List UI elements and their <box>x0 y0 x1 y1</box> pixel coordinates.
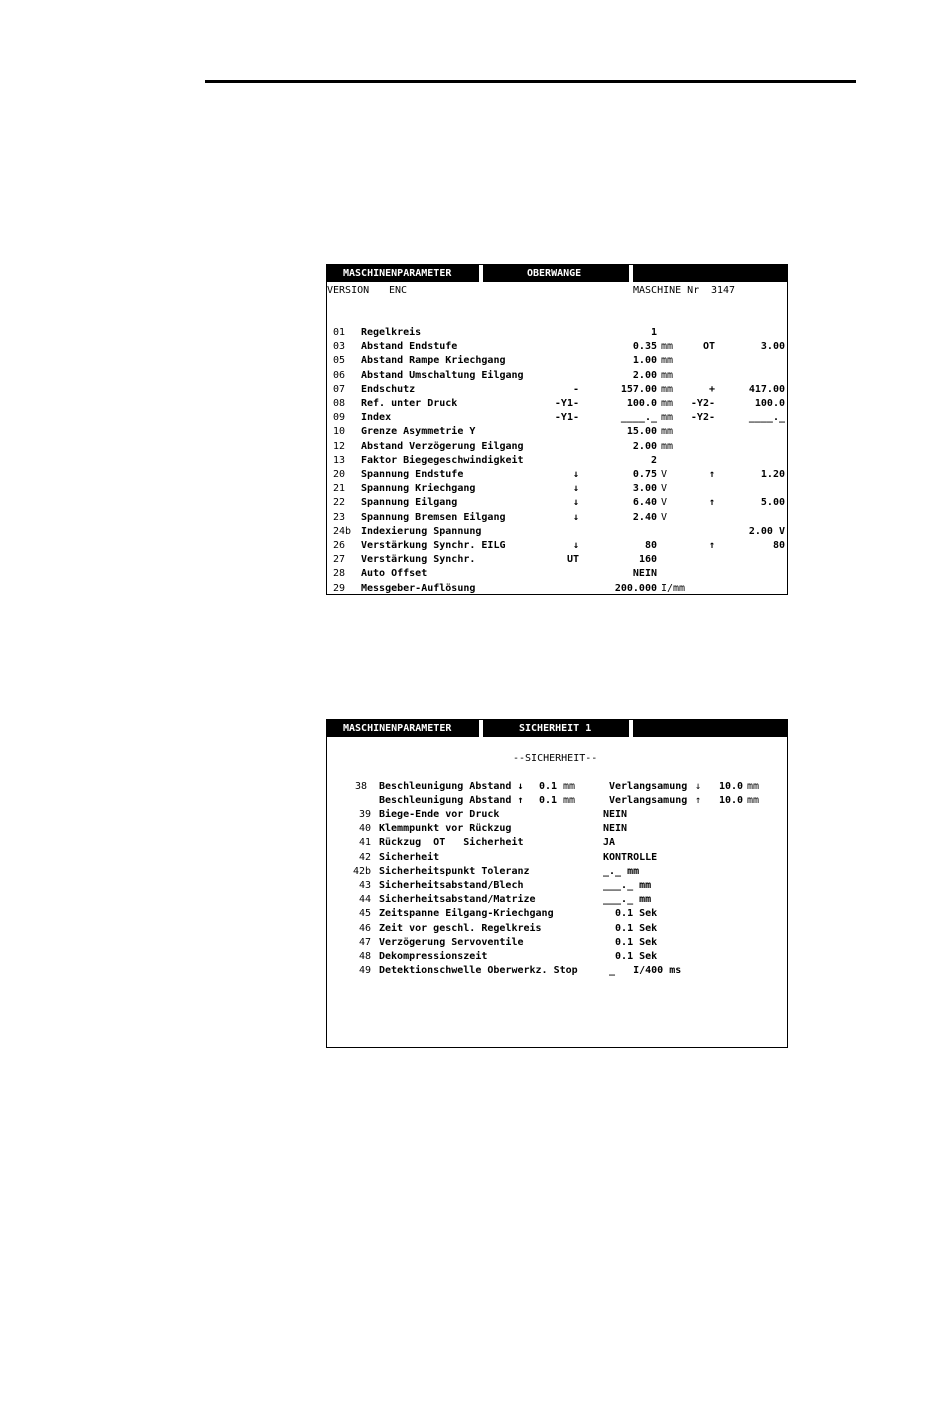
param-value[interactable]: 1 <box>650 327 657 338</box>
row-label: Beschleunigung Abstand ↑ <box>379 795 524 806</box>
param-label: Spannung Bremsen Eilgang <box>361 511 506 523</box>
param-label: Index <box>361 412 392 424</box>
param-number: 21 <box>333 483 346 495</box>
row-number: 44 <box>358 894 371 906</box>
param-label: Spannung Kriechgang <box>361 483 476 495</box>
arrow-down-icon: ↓ <box>572 497 579 509</box>
row-label: Sicherheitspunkt Toleranz <box>379 865 530 877</box>
machine-number: 3147 <box>711 285 736 296</box>
param-value[interactable]: 157.00 <box>620 383 657 395</box>
param-unit: mm <box>661 369 674 381</box>
param-value-2[interactable]: 80 <box>772 540 785 551</box>
param-value-2[interactable]: 3.00 <box>760 341 785 353</box>
arrow-down-icon: ↓ <box>695 781 702 792</box>
row-number: 38 <box>355 781 368 792</box>
arrow-down-icon: ↓ <box>572 469 579 480</box>
param-label: Abstand Rampe Kriechgang <box>361 355 506 367</box>
version-label: VERSION <box>327 285 370 296</box>
row-value[interactable]: JA <box>603 837 616 849</box>
row-number: 45 <box>358 908 371 920</box>
param-number: 06 <box>333 369 346 381</box>
title-separator <box>479 720 483 737</box>
row-value[interactable]: _ I/400 ms <box>603 965 682 977</box>
param-number: 20 <box>333 469 346 480</box>
title-separator <box>629 720 633 737</box>
param-number: 22 <box>333 497 346 509</box>
param-value[interactable]: 100.0 <box>626 398 657 409</box>
param-label: Messgeber-Auflösung <box>361 582 476 594</box>
title-bar <box>327 265 787 282</box>
param-value-2[interactable]: 100.0 <box>754 398 785 409</box>
param-unit: mm <box>661 412 674 424</box>
param-number: 26 <box>333 540 346 551</box>
param-unit: mm <box>661 398 674 409</box>
param-label: Indexierung Spannung <box>361 525 482 537</box>
row-unit: mm <box>563 781 576 792</box>
row-value[interactable]: NEIN <box>603 809 628 820</box>
row-label: Sicherheitsabstand/Blech <box>379 880 524 891</box>
row-number: 39 <box>358 809 371 820</box>
param-marker: -Y1- <box>554 398 579 409</box>
row-label: Verzögerung Servoventile <box>379 936 524 948</box>
row-number: 42b <box>352 865 371 877</box>
param-value-2[interactable]: 5.00 <box>760 497 785 509</box>
arrow-up-icon: ↑ <box>708 540 715 551</box>
param-unit: V <box>661 511 668 523</box>
param-unit: I/mm <box>661 582 686 594</box>
param-label: Abstand Umschaltung Eilgang <box>361 369 524 381</box>
version-value: ENC <box>389 285 408 296</box>
param-label: Abstand Endstufe <box>361 341 458 353</box>
arrow-down-icon: ↓ <box>572 511 579 523</box>
row-number: 49 <box>358 965 371 977</box>
param-label: Grenze Asymmetrie Y <box>361 426 476 438</box>
row-label: Sicherheitsabstand/Matrize <box>379 894 536 906</box>
param-label: Abstand Verzögerung Eilgang <box>361 440 524 452</box>
title-mid: SICHERHEIT 1 <box>519 723 592 734</box>
param-value-2[interactable]: ____._ <box>748 412 785 424</box>
row-value[interactable]: 0.1 Sek <box>603 951 658 962</box>
param-unit: V <box>661 483 668 495</box>
param-value[interactable]: 3.00 <box>632 483 657 495</box>
row-label: Zeit vor geschl. Regelkreis <box>379 922 542 934</box>
param-marker: -Y1- <box>554 412 579 424</box>
row-value: 0.1 <box>539 781 558 792</box>
arrow-down-icon: ↓ <box>572 483 579 495</box>
param-number: 23 <box>333 511 346 523</box>
row-value-secondary[interactable]: 10.0 <box>719 781 744 792</box>
row-label-secondary: Verlangsamung <box>609 781 688 792</box>
row-value[interactable]: ___._ mm <box>603 880 652 891</box>
row-value[interactable]: _._ mm <box>603 865 640 877</box>
title-separator <box>479 265 483 282</box>
param-value[interactable]: NEIN <box>632 568 657 580</box>
param-label: Spannung Endstufe <box>361 469 464 480</box>
param-number: 08 <box>333 398 346 409</box>
param-number: 28 <box>333 568 346 580</box>
param-value-2[interactable]: 1.20 <box>760 469 785 480</box>
title-mid: OBERWANGE <box>527 268 582 279</box>
row-unit-secondary: mm <box>747 781 760 792</box>
row-unit-secondary: mm <box>747 795 760 806</box>
param-value[interactable]: 2.40 <box>632 511 657 523</box>
param-number: 03 <box>333 341 346 353</box>
param-value[interactable]: 200.000 <box>614 582 657 594</box>
row-label: Detektionschwelle Oberwerkz. Stop <box>379 965 578 977</box>
param-number: 01 <box>333 327 346 338</box>
param-number: 05 <box>333 355 346 367</box>
row-value[interactable]: NEIN <box>603 823 628 835</box>
row-label: Dekompressionszeit <box>379 951 488 962</box>
row-value[interactable]: 0.1 Sek <box>603 936 658 948</box>
param-label: Ref. unter Druck <box>361 398 458 409</box>
param-marker: UT <box>566 554 579 566</box>
param-label: Auto Offset <box>361 568 428 580</box>
row-number: 43 <box>358 880 371 891</box>
screen-oberwange <box>326 264 788 595</box>
param-number: 29 <box>333 582 346 594</box>
arrow-up-icon: ↑ <box>708 497 715 509</box>
row-label: Beschleunigung Abstand ↓ <box>379 781 524 792</box>
row-value: 0.1 <box>539 795 558 806</box>
param-value[interactable]: ____._ <box>620 412 657 424</box>
param-marker-2: -Y2- <box>690 398 715 409</box>
param-label: Spannung Eilgang <box>361 497 458 509</box>
screen-sicherheit <box>326 719 788 1048</box>
title-bar <box>327 720 787 737</box>
title-left: MASCHINENPARAMETER <box>343 268 452 279</box>
param-value-2[interactable]: 2.00 V <box>748 525 785 537</box>
section-heading: --SICHERHEIT-- <box>513 753 598 764</box>
row-value-secondary[interactable]: 10.0 <box>719 795 744 806</box>
title-left: MASCHINENPARAMETER <box>343 723 452 734</box>
row-value[interactable]: 0.1 Sek <box>603 922 658 934</box>
title-separator <box>629 265 633 282</box>
row-label-secondary: Verlangsamung <box>609 795 688 806</box>
param-unit: mm <box>661 355 674 367</box>
param-unit: mm <box>661 383 674 395</box>
param-label: Endschutz <box>361 383 416 395</box>
param-number: 12 <box>333 440 346 452</box>
row-label: Sicherheit <box>379 851 440 863</box>
param-number: 09 <box>333 412 346 424</box>
param-value[interactable]: 0.35 <box>632 341 657 353</box>
row-number: 47 <box>358 936 371 948</box>
param-unit: mm <box>661 426 674 438</box>
param-value[interactable]: 0.75 <box>632 469 657 480</box>
row-value[interactable]: 0.1 Sek <box>603 908 658 920</box>
row-number: 42 <box>358 851 371 863</box>
row-number: 48 <box>358 951 371 962</box>
page-top-rule <box>205 80 856 83</box>
param-label: Faktor Biegegeschwindigkeit <box>361 454 524 466</box>
row-value[interactable]: ___._ mm <box>603 894 652 906</box>
param-value[interactable]: 160 <box>638 554 657 566</box>
param-value[interactable]: 2.00 <box>632 440 657 452</box>
row-label: Zeitspanne Eilgang-Kriechgang <box>379 908 554 920</box>
param-marker-2: -Y2- <box>690 412 715 424</box>
row-number: 46 <box>358 922 371 934</box>
param-value[interactable]: 80 <box>644 540 657 551</box>
param-value[interactable]: 2 <box>650 454 657 466</box>
param-unit: mm <box>661 440 674 452</box>
param-value-2[interactable]: 417.00 <box>748 383 785 395</box>
param-value[interactable]: 1.00 <box>632 355 657 367</box>
param-marker-2: OT <box>702 341 715 353</box>
param-unit: V <box>661 469 668 480</box>
param-label: Verstärkung Synchr. <box>361 554 476 566</box>
param-unit: V <box>661 497 668 509</box>
param-value[interactable]: 15.00 <box>626 426 657 438</box>
row-unit: mm <box>563 795 576 806</box>
machine-label: MASCHINE Nr <box>633 285 700 296</box>
arrow-up-icon: ↑ <box>695 795 702 806</box>
row-number: 40 <box>358 823 371 835</box>
param-unit: mm <box>661 341 674 353</box>
param-marker: - <box>572 383 579 395</box>
param-value[interactable]: 2.00 <box>632 369 657 381</box>
param-marker-2: + <box>708 383 715 395</box>
param-number: 24b <box>333 525 352 537</box>
arrow-up-icon: ↑ <box>708 469 715 480</box>
row-value[interactable]: KONTROLLE <box>603 851 658 863</box>
param-label: Verstärkung Synchr. EILG <box>361 540 506 551</box>
param-number: 07 <box>333 383 346 395</box>
row-label: Klemmpunkt vor Rückzug <box>379 823 512 835</box>
row-label: Biege-Ende vor Druck <box>379 809 500 820</box>
arrow-down-icon: ↓ <box>572 540 579 551</box>
param-number: 10 <box>333 426 346 438</box>
param-number: 27 <box>333 554 346 566</box>
param-value[interactable]: 6.40 <box>632 497 657 509</box>
param-label: Regelkreis <box>361 327 422 338</box>
row-number: 41 <box>358 837 371 849</box>
row-label: Rückzug OT Sicherheit <box>379 837 524 849</box>
param-number: 13 <box>333 454 346 466</box>
